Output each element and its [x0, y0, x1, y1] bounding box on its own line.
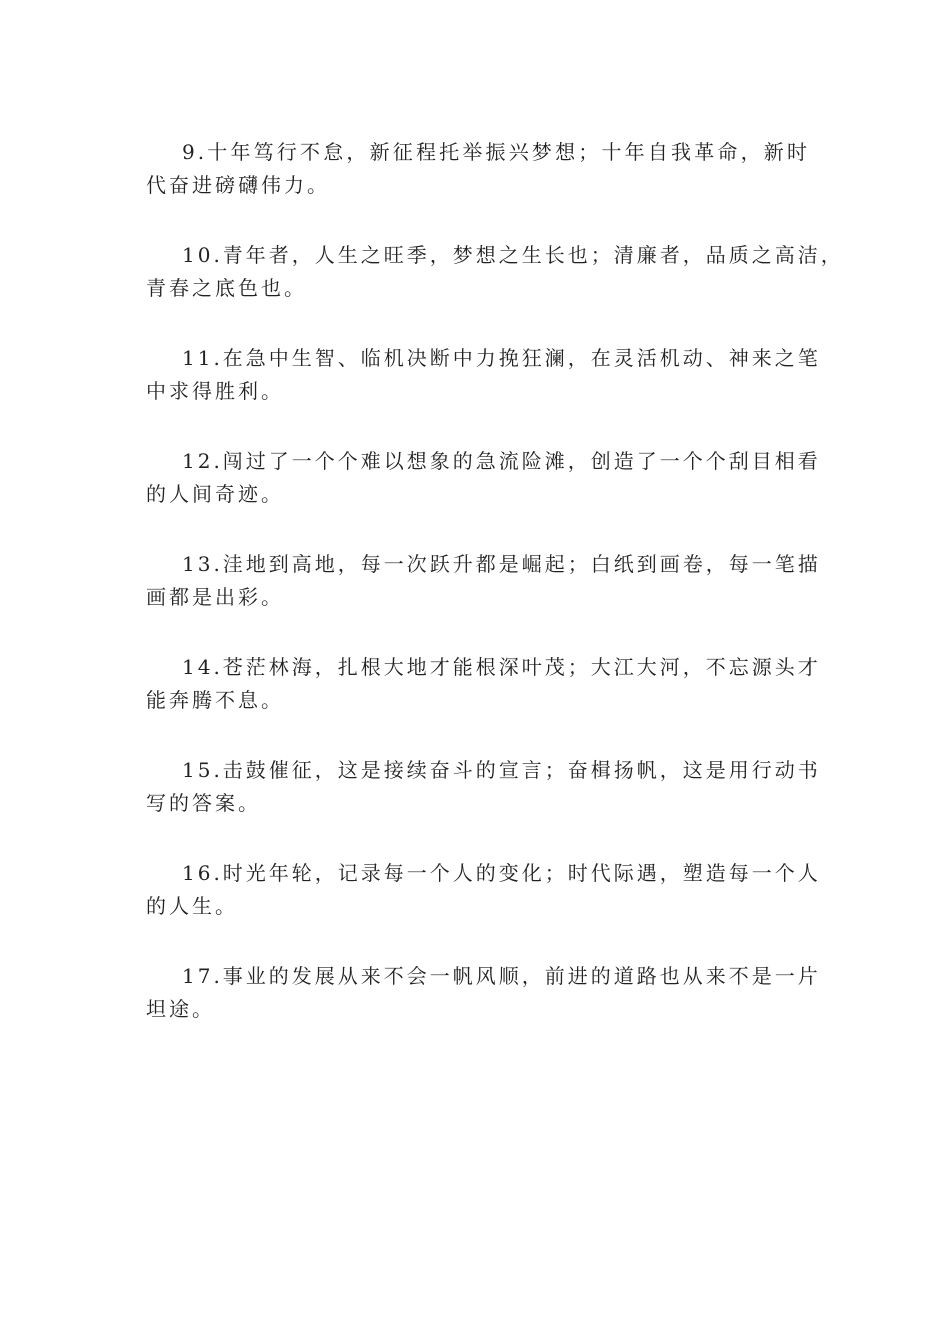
paragraph-line: 能奔腾不息。: [146, 688, 284, 712]
paragraph-line: 13.洼地到高地，每一次跃升都是崛起；白纸到画卷，每一笔描: [182, 552, 821, 576]
paragraph-line: 16.时光年轮，记录每一个人的变化；时代际遇，塑造每一个人: [182, 861, 821, 885]
paragraph-line: 的人生。: [146, 894, 238, 918]
paragraph-line: 中求得胜利。: [146, 379, 284, 403]
paragraph-17: [146, 960, 821, 1026]
paragraph-line: 画都是出彩。: [146, 585, 284, 609]
paragraph-16: [146, 857, 821, 923]
paragraph-9: [146, 136, 810, 202]
paragraph-line: 11.在急中生智、临机决断中力挽狂澜，在灵活机动、神来之笔: [182, 346, 821, 370]
paragraph-line: 写的答案。: [146, 791, 261, 815]
paragraph-line: 10.青年者，人生之旺季，梦想之生长也；清廉者，品质之高洁，: [182, 243, 844, 267]
paragraph-line: 代奋进磅礴伟力。: [146, 173, 330, 197]
paragraph-13: [146, 548, 821, 614]
paragraph-line: 的人间奇迹。: [146, 482, 284, 506]
paragraph-15: [146, 754, 821, 820]
paragraph-line: 坦途。: [146, 997, 215, 1021]
paragraph-line: 14.苍茫林海，扎根大地才能根深叶茂；大江大河，不忘源头才: [182, 655, 821, 679]
paragraph-12: [146, 445, 821, 511]
paragraph-11: [146, 342, 821, 408]
paragraph-line: 17.事业的发展从来不会一帆风顺，前进的道路也从来不是一片: [182, 964, 821, 988]
document-body: [146, 136, 844, 1063]
paragraph-14: [146, 651, 821, 717]
paragraph-line: 青春之底色也。: [146, 276, 307, 300]
paragraph-line: 12.闯过了一个个难以想象的急流险滩，创造了一个个刮目相看: [182, 449, 821, 473]
paragraph-line: 15.击鼓催征，这是接续奋斗的宣言；奋楫扬帆，这是用行动书: [182, 758, 821, 782]
paragraph-10: [146, 239, 844, 305]
paragraph-line: 9.十年笃行不怠，新征程托举振兴梦想；十年自我革命，新时: [182, 140, 810, 164]
